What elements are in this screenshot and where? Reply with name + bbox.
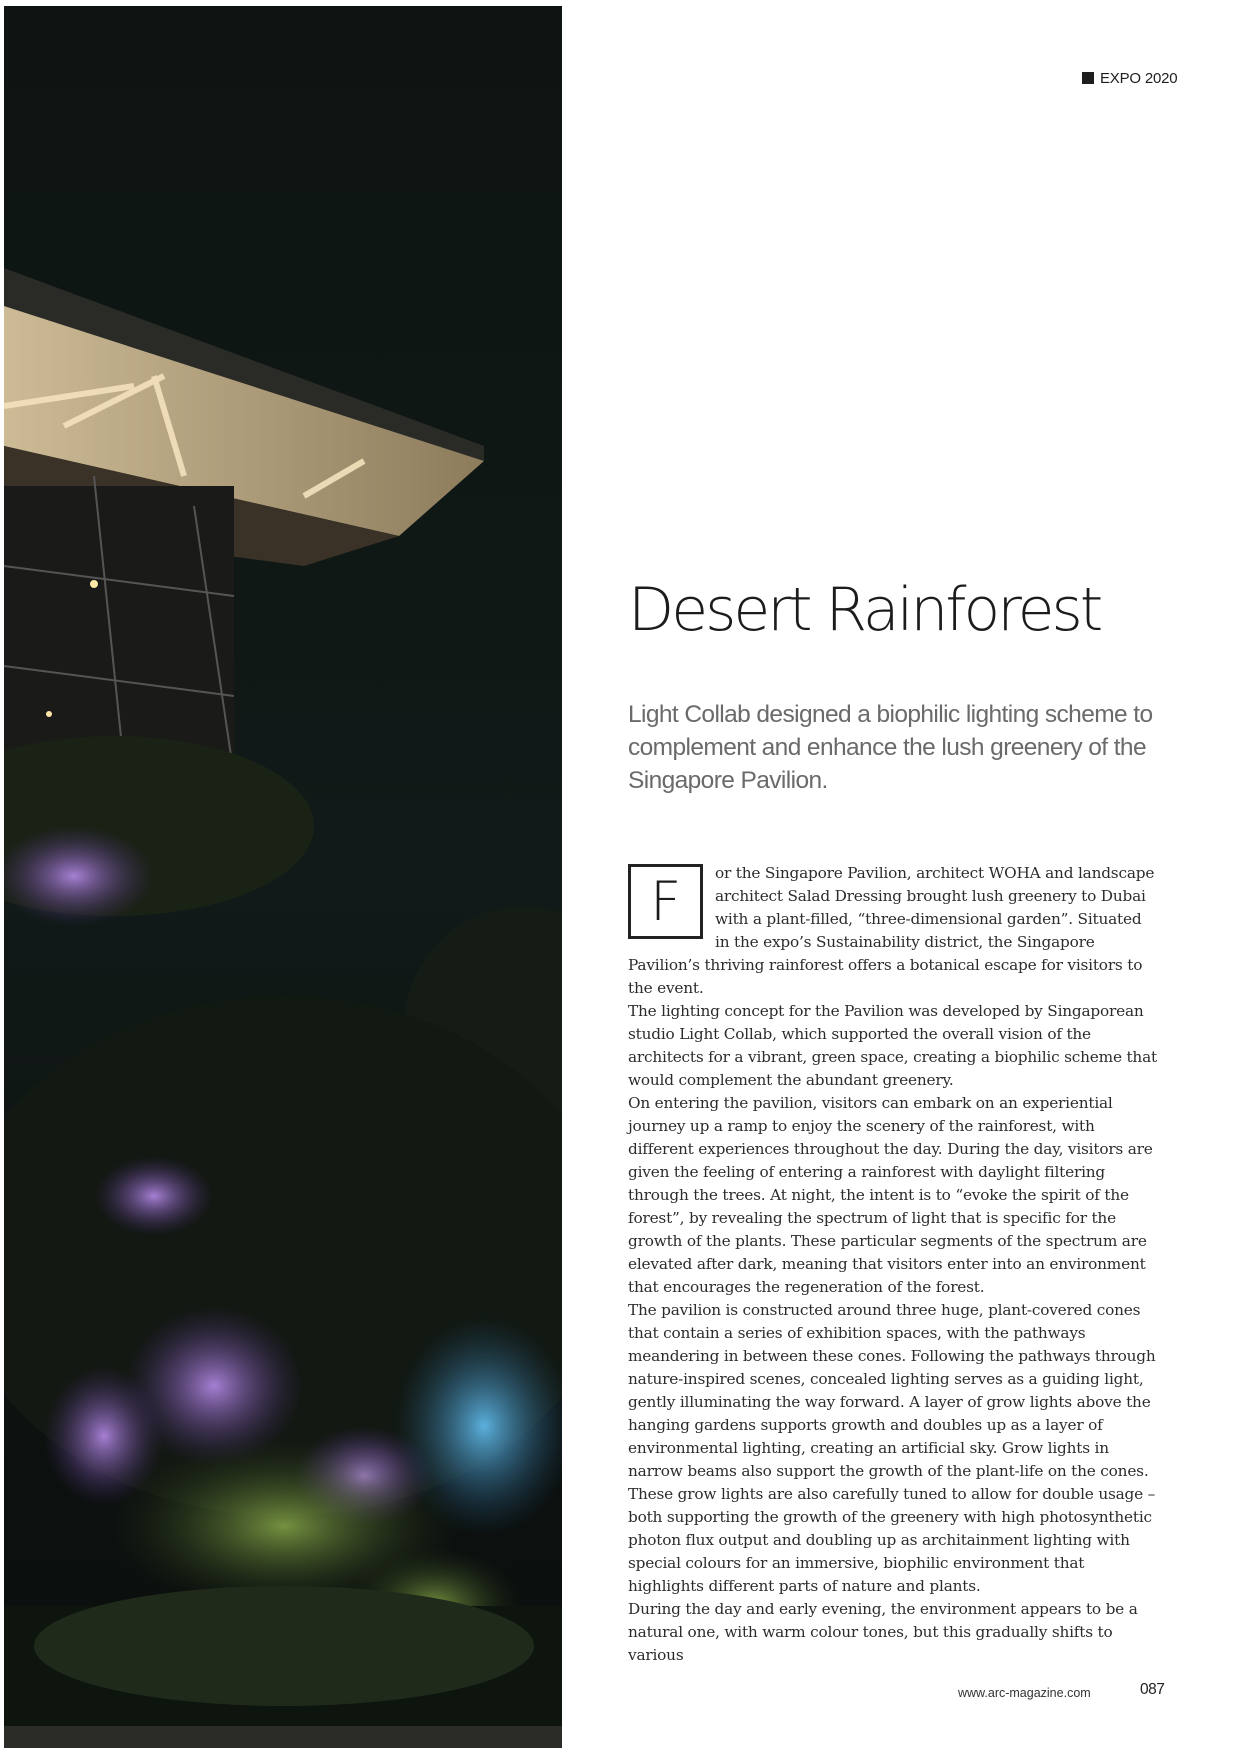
article-title: Desert Rainforest bbox=[628, 575, 1101, 645]
article-body bbox=[628, 862, 1160, 1667]
body-paragraph: or the Singapore Pavilion, architect WOHA and landscape architect Salad Dressing brought lush greenery to Dubai with a plant-filled, “three-dimensional garden”. Situated in the expo’s Sustainability district, the Singapore Pavilion’s thriving rainforest offers a botanical escape for visitors to the event. bbox=[628, 864, 1155, 997]
body-paragraph: During the day and early evening, the environment appears to be a natural one, with warm colour tones, but this gradually shifts to various bbox=[628, 1600, 1138, 1664]
page-number: 087 bbox=[1140, 1681, 1165, 1698]
body-paragraph: The lighting concept for the Pavilion was developed by Singaporean studio Light Collab, which supported the overall vision of the architects for a vibrant, green space, creating a biophilic scheme that would complement the abundant greenery. bbox=[628, 1002, 1157, 1089]
pavilion-night-photo bbox=[4, 6, 562, 1748]
body-paragraph: These grow lights are also carefully tuned to allow for double usage – both supporting the growth of the greenery with high photosynthetic photon flux output and doubling up as architainment lighting with special colours for an immersive, biophilic environment that highlights different parts of nature and plants. bbox=[628, 1485, 1156, 1595]
pavilion-illustration bbox=[4, 6, 562, 1748]
article-standfirst: Light Collab designed a biophilic lighting scheme to complement and enhance the lush greenery of the Singapore Pavilion. bbox=[628, 701, 1153, 794]
body-paragraph: On entering the pavilion, visitors can embark on an experiential journey up a ramp to enjoy the scenery of the rainforest, with different experiences throughout the day. During the day, visitors are given the feeling of entering a rainforest with daylight filtering through the trees. At night, the intent is to “evoke the spirit of the forest”, by revealing the spectrum of light that is specific for the growth of the plants. These particular segments of the spectrum are elevated after dark, meaning that visitors enter into an environment that encourages the regeneration of the forest. bbox=[628, 1094, 1153, 1296]
drop-cap: F bbox=[628, 864, 703, 939]
section-tag bbox=[1082, 68, 1177, 88]
body-paragraph: The pavilion is constructed around three huge, plant-covered cones that contain a series of exhibition spaces, with the pathways meandering in between these cones. Following the pathways through nature-inspired scenes, concealed lighting serves as a guiding light, gently illuminating the way forward. A layer of grow lights above the hanging gardens supports growth and doubles up as a layer of environmental lighting, creating an artificial sky. Grow lights in narrow beams also support the growth of the plant-life on the cones. bbox=[628, 1301, 1156, 1480]
footer-url[interactable]: www.arc-magazine.com bbox=[958, 1686, 1091, 1700]
section-square-icon bbox=[1082, 72, 1094, 84]
section-label: EXPO 2020 bbox=[1100, 69, 1178, 87]
